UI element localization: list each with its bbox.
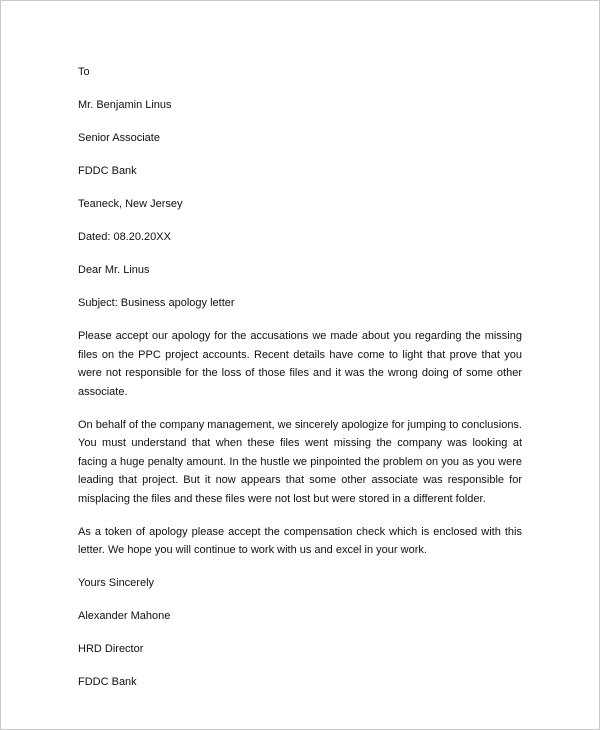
letter-date: Dated: 08.20.20XX: [78, 231, 171, 243]
salutation: Dear Mr. Linus: [78, 264, 150, 276]
to-line: To: [78, 66, 90, 78]
body-paragraph-2: On behalf of the company management, we sincerely apologize for jumping to conclusions. You must understand that when these files went missing the company was looking at facing a huge penalty amount. In the hustle we pinpointed the problem on you as you were leading that project. But it now appears that some other associate was responsible for misplacing the files and these files were not lost but were stored in a different folder.: [78, 418, 522, 505]
body-paragraph-1: Please accept our apology for the accusations we made about you regarding the missing files on the PPC project accounts. Recent details have come to light that prove that you were not responsible for the loss of those files and it was the wrong doing of some other associate.: [78, 330, 522, 398]
recipient-name: Mr. Benjamin Linus: [78, 99, 172, 111]
sender-company: FDDC Bank: [78, 676, 137, 688]
sender-title: HRD Director: [78, 643, 144, 655]
recipient-location: Teaneck, New Jersey: [78, 198, 183, 210]
apology-letter: [78, 63, 522, 706]
recipient-title: Senior Associate: [78, 132, 160, 144]
closing: Yours Sincerely: [78, 577, 155, 589]
subject-line: Subject: Business apology letter: [78, 297, 235, 309]
recipient-company: FDDC Bank: [78, 165, 137, 177]
sender-name: Alexander Mahone: [78, 610, 171, 622]
body-paragraph-3: As a token of apology please accept the compensation check which is enclosed with this letter. We hope you will continue to work with us and excel in your work.: [78, 525, 522, 556]
